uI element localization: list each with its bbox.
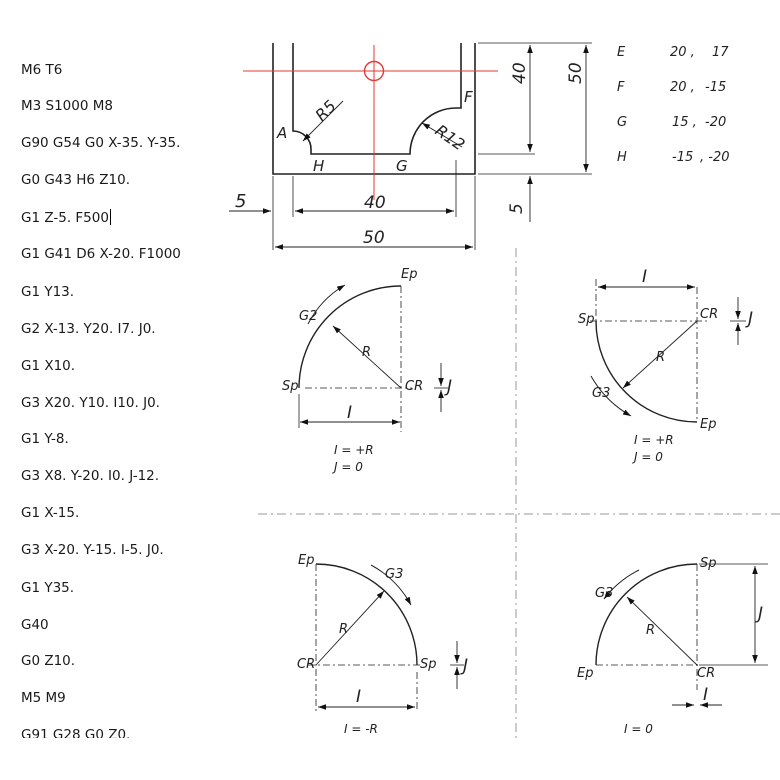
ep-label: Ep (401, 267, 418, 282)
program-line: G3 X20. Y10. I10. J0. (21, 395, 160, 411)
program-line: G90 G54 G0 X-35. Y-35. (21, 135, 181, 151)
dim-v40-label: 40 (510, 62, 530, 84)
coord-x: 15 , (672, 115, 697, 130)
coord-y: -15 (705, 80, 727, 95)
program-line: G40 (21, 617, 49, 633)
radius-line (316, 591, 384, 665)
cr-label: CR (697, 666, 716, 681)
program-line: G0 Z10. (21, 653, 76, 669)
program-line: G2 X-13. Y20. I7. J0. (21, 321, 156, 337)
j-label: J (463, 656, 469, 676)
formula-i: I = 0 (624, 722, 653, 736)
part-drawing (229, 43, 592, 250)
arc-diagram-g3-left (308, 564, 464, 712)
radius-line (627, 597, 697, 665)
coord-label: E (617, 45, 626, 60)
radius-r12-label: R12 (431, 120, 469, 155)
dim-v5-label: 5 (507, 203, 527, 214)
i-label: I (703, 685, 709, 705)
cr-label: CR (700, 307, 719, 322)
arc-path (596, 321, 697, 422)
program-line: G91 G28 G0 Z0. (21, 727, 131, 738)
arc-path (299, 286, 401, 388)
cr-label: CR (405, 379, 424, 394)
j-label: J (758, 604, 764, 624)
center-lines (308, 564, 420, 712)
coord-label: F (617, 80, 625, 95)
program-line: G0 G43 H6 Z10. (21, 172, 131, 188)
formula-i: I = -R (344, 722, 378, 736)
g3-label: G3 (592, 386, 611, 401)
r-label: R (339, 622, 349, 637)
cr-label: CR (297, 657, 316, 672)
extension-lines (273, 43, 592, 250)
program-line: G1 X10. (21, 358, 76, 374)
j-label: J (447, 377, 453, 397)
coord-x: 20 , (670, 45, 695, 60)
point-h-label: H (313, 157, 325, 175)
sp-label: Sp (420, 657, 437, 672)
r-label: R (656, 350, 666, 365)
ep-label: Ep (298, 553, 315, 568)
origin-crosshair (243, 45, 498, 200)
program-line-text: G1 Z-5. F500 (21, 210, 109, 226)
coord-label: G (617, 115, 628, 130)
radius-r5-label: R5 (311, 96, 340, 125)
program-line: G1 Y-8. (21, 431, 69, 447)
r-label: R (646, 623, 656, 638)
program-line: G3 X8. Y-20. I0. J-12. (21, 468, 160, 484)
j-label: J (748, 309, 754, 329)
coord-y: , -20 (700, 150, 730, 165)
sp-label: Sp (282, 379, 299, 394)
dim-v50-label: 50 (566, 62, 586, 84)
sp-label: Sp (578, 312, 595, 327)
program-line: M6 T6 (21, 62, 63, 78)
i-label: I (642, 267, 648, 287)
coord-y: 17 (712, 45, 729, 60)
coordinate-table (617, 45, 730, 165)
formula-i: I = +R (634, 433, 674, 447)
sp-label: Sp (700, 556, 717, 571)
arc-diagram-g3-right (590, 279, 746, 422)
g3-label: G3 (385, 567, 404, 582)
program-line: G1 Y35. (21, 580, 75, 596)
program-line: G1 G41 D6 X-20. F1000 (21, 246, 181, 262)
point-a-label: A (277, 124, 288, 142)
program-line: M5 M9 (21, 690, 66, 706)
center-lines (305, 286, 412, 432)
point-f-label: F (464, 88, 473, 106)
coord-x: -15 (672, 150, 694, 165)
ep-label: Ep (577, 666, 594, 681)
formula-i: I = +R (334, 443, 374, 457)
program-line: G1 Y13. (21, 284, 75, 300)
dim-40-label: 40 (364, 193, 386, 213)
coord-y: -20 (705, 115, 727, 130)
formula-j: J = 0 (634, 450, 663, 464)
program-line: G1 X-15. (21, 505, 80, 521)
arc-diagram-g3-bottom (596, 564, 768, 705)
dim-50-label: 50 (363, 228, 385, 248)
arc-diagram-g2 (299, 285, 448, 432)
program-line: M3 S1000 M8 (21, 98, 113, 114)
point-g-label: G (396, 157, 408, 175)
g3-label: G3 (595, 586, 614, 601)
i-label: I (347, 403, 353, 423)
i-label: I (356, 687, 362, 707)
r-label: R (362, 345, 372, 360)
coord-label: H (617, 150, 627, 165)
formula-j: J = 0 (334, 460, 363, 474)
g2-label: G2 (299, 309, 318, 324)
dim-5-label: 5 (235, 191, 247, 212)
ep-label: Ep (700, 417, 717, 432)
program-line: G3 X-20. Y-15. I-5. J0. (21, 542, 164, 558)
coord-x: 20 , (670, 80, 695, 95)
